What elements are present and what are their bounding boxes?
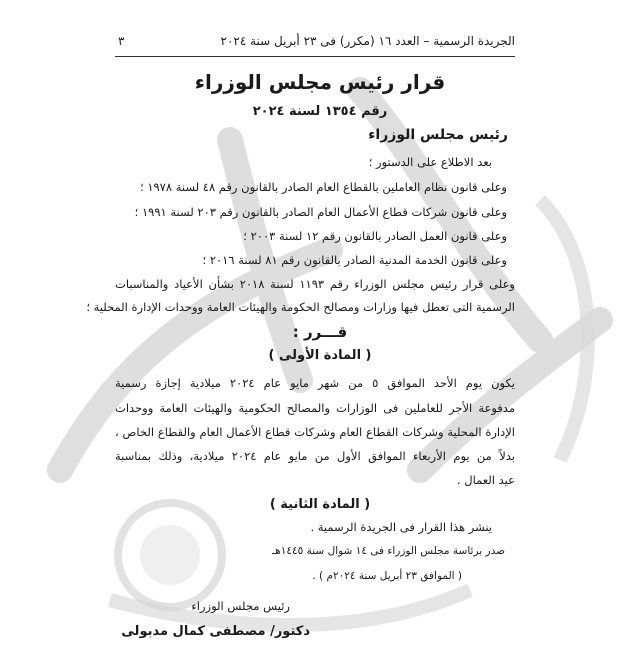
preamble-line: الرسمية التى تعطل فيها وزارات ومصالح الحكومة والهيئات العامة ووحدات الإدارة المحلية ؛ xyxy=(86,300,515,314)
article-2-heading: ( المادة الثانية ) xyxy=(269,497,371,512)
issuer-heading: رئيس مجلس الوزراء xyxy=(368,127,508,143)
article-1-line: مدفوعة الأجر للعاملين فى الوزارات والمصالح الحكومية والهيئات العامة ووحدات xyxy=(115,401,515,415)
article-1-line: بدلاً من يوم الأربعاء الموافق الأول من مايو عام ٢٠٢٤ ميلادية، وذلك بمناسبة xyxy=(115,449,515,463)
preamble-line: وعلى قانون شركات قطاع الأعمال العام الصادر بالقانون رقم ٢٠٣ لسنة ١٩٩١ ؛ xyxy=(134,205,507,219)
article-1-heading: ( المادة الأولى ) xyxy=(268,348,372,363)
corresponding-date: ( الموافق ٢٣ أبريل سنة ٢٠٢٤م ) . xyxy=(312,570,462,582)
header-rule xyxy=(115,56,515,57)
signature-title: رئيس مجلس الوزراء xyxy=(191,599,290,613)
preamble-line: وعلى قانون نظام العاملين بالقطاع العام الصادر بالقانون رقم ٤٨ لسنة ١٩٧٨ ؛ xyxy=(140,180,507,194)
preamble-line: وعلى قانون العمل الصادر بالقانون رقم ١٢ لسنة ٢٠٠٣ ؛ xyxy=(243,229,507,243)
article-1-line: عيد العمال . xyxy=(456,473,515,487)
article-1-line: يكون يوم الأحد الموافق ٥ من شهر مايو عام ٢٠٢٤ ميلادية إجازة رسمية xyxy=(115,376,516,390)
signature-name: دكتور/ مصطفى كمال مدبولى xyxy=(121,624,310,639)
decree-number: رقم ١٣٥٤ لسنة ٢٠٢٤ xyxy=(252,104,388,119)
running-title: الجريدة الرسمية – العدد ١٦ (مكرر) فى ٢٣ أبريل سنة ٢٠٢٤ xyxy=(220,34,515,48)
preamble-line: بعد الاطلاع على الدستور ؛ xyxy=(368,155,492,169)
preamble-line: وعلى قانون الخدمة المدنية الصادر بالقانون رقم ٨١ لسنة ٢٠١٦ ؛ xyxy=(202,253,507,267)
decided-heading: قـــرر : xyxy=(292,323,348,341)
article-2-line: ينشر هذا القرار فى الجريدة الرسمية . xyxy=(310,520,492,534)
issued-line: صدر برئاسة مجلس الوزراء فى ١٤ شوال سنة ١٤٤٥هـ xyxy=(272,545,505,557)
decree-title: قرار رئيس مجلس الوزراء xyxy=(194,70,446,94)
article-1-line: الإدارة المحلية وشركات القطاع العام وشركات قطاع الأعمال العام والقطاع الخاص ، xyxy=(115,425,515,439)
preamble-line: وعلى قرار رئيس مجلس الوزراء رقم ١١٩٣ لسنة ٢٠١٨ بشأن الأعياد والمناسبات xyxy=(115,277,515,291)
page-number: ٣ xyxy=(118,34,125,48)
